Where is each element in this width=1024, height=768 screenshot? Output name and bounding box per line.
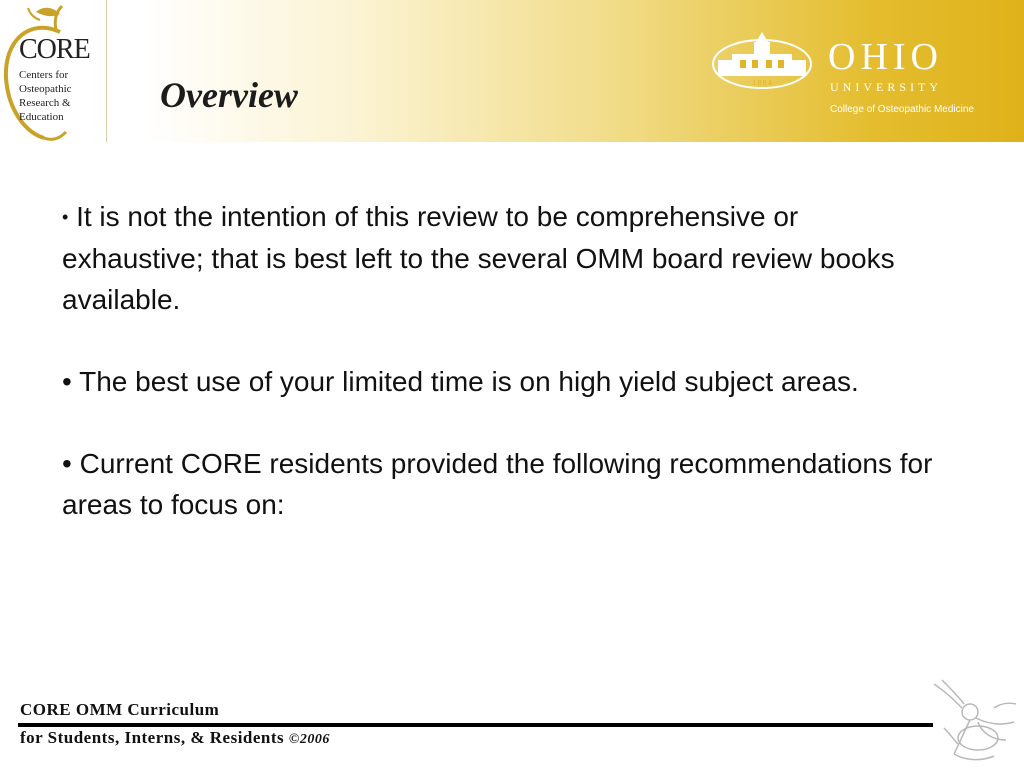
- footer-curriculum: CORE OMM Curriculum: [20, 700, 220, 719]
- bullet-item: [62, 196, 942, 320]
- header-banner: [0, 0, 1024, 142]
- bullet-marker: •: [62, 448, 72, 479]
- page-title: Overview: [160, 75, 298, 115]
- ohio-logo-name: OHIO: [828, 36, 943, 78]
- bullet-item: [62, 443, 942, 525]
- bullet-text: Current CORE residents provided the following recommendations for areas to focus on:: [62, 448, 933, 520]
- bullet-item: [62, 361, 942, 402]
- bullet-marker: •: [62, 207, 69, 227]
- core-logo: [0, 0, 106, 142]
- core-logo-line: Education: [19, 111, 64, 123]
- bullet-marker: •: [62, 366, 72, 397]
- logo-divider: [106, 0, 107, 142]
- bullet-text: It is not the intention of this review to be comprehensive or exhaustive; that is best left to the several OMM board review books available.: [62, 201, 895, 315]
- ohio-logo-college: College of Osteopathic Medicine: [830, 104, 974, 115]
- university-seal-icon: [710, 28, 814, 92]
- core-logo-lines: [19, 68, 72, 124]
- footer-divider: [18, 723, 933, 727]
- core-logo-line: Research &: [19, 97, 71, 109]
- seal-year: 1 8 0 4: [752, 79, 772, 87]
- core-logo-name: CORE: [19, 34, 90, 65]
- core-logo-line: Osteopathic: [19, 83, 72, 95]
- anatomical-sketch-icon: [924, 678, 1020, 766]
- footer-audience-text: for Students, Interns, & Residents: [20, 728, 285, 747]
- ohio-logo-subtitle: UNIVERSITY: [830, 80, 942, 94]
- bullet-list: [62, 196, 942, 566]
- bullet-text: The best use of your limited time is on high yield subject areas.: [79, 366, 859, 397]
- core-logo-line: Centers for: [19, 69, 69, 81]
- footer-copyright: ©2006: [288, 732, 330, 747]
- footer-audience: [20, 728, 330, 748]
